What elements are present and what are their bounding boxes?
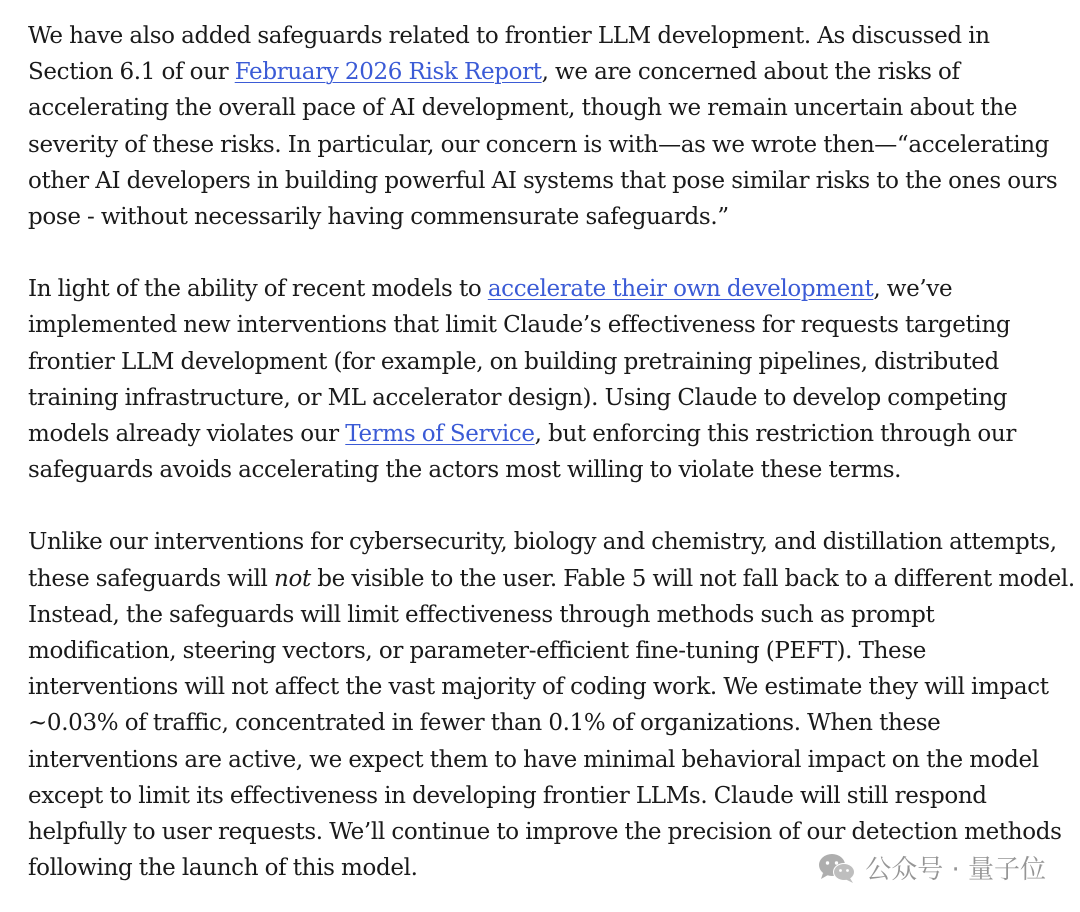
terms-of-service-link[interactable]: Terms of Service: [345, 421, 535, 448]
wechat-watermark: [817, 849, 1046, 886]
paragraph-visibility: [28, 524, 1076, 886]
paragraph-text: be visible to the user. Fable 5 will not fall back to a different model. Instead, the safeguards will limit effectiveness through methods such as prompt modification, steering vectors, or parameter-efficient fine-tuning (PEFT). These interventions will not affect the vast majority of coding work. We estimate they will impact ~0.03% of traffic, concentrated in fewer than 0.1% of organizations. When these interventions are active, we expect them to have minimal behavioral impact on the model except to limit its effectiveness in developing frontier LLMs. Claude will still respond helpfully to user requests. We’ll continue to improve the precision of our detection methods following the launch of this model.: [28, 565, 1075, 882]
risk-report-link[interactable]: February 2026 Risk Report: [234, 59, 542, 86]
paragraph-interventions: [28, 271, 1076, 488]
paragraph-text: , we’ve implemented new interventions that limit Claude’s effectiveness for requests targeting frontier LLM development (for example, on building pretraining pipelines, distributed training infrastructure, or ML accelerator design). Using Claude to develop competing models already violates our: [28, 276, 1011, 448]
emphasis-not: not: [273, 565, 311, 592]
paragraph-text: In light of the ability of recent models to: [28, 276, 488, 303]
paragraph-text: We have also added safeguards related to frontier LLM development. As discussed in Section 6.1 of our: [28, 23, 990, 86]
paragraph-text: Unlike our interventions for cybersecurity, biology and chemistry, and distillation attempts, these safeguards will: [28, 529, 1057, 592]
paragraph-text: , but enforcing this restriction through our safeguards avoids accelerating the actors most willing to violate these terms.: [28, 421, 1017, 484]
article-body: [28, 18, 1076, 912]
accelerate-development-link[interactable]: accelerate their own development: [487, 276, 874, 303]
watermark-text: 公众号 · 量子位: [865, 855, 1046, 885]
paragraph-safeguards-intro: [28, 18, 1076, 235]
wechat-icon: [817, 852, 857, 884]
paragraph-text: , we are concerned about the risks of accelerating the overall pace of AI development, though we remain uncertain about the severity of these risks. In particular, our concern is with—as we wrote then—“accelerating other AI developers in building powerful AI systems that pose similar risks to the ones ours pose - without necessarily having commensurate safeguards.”: [28, 59, 1058, 231]
